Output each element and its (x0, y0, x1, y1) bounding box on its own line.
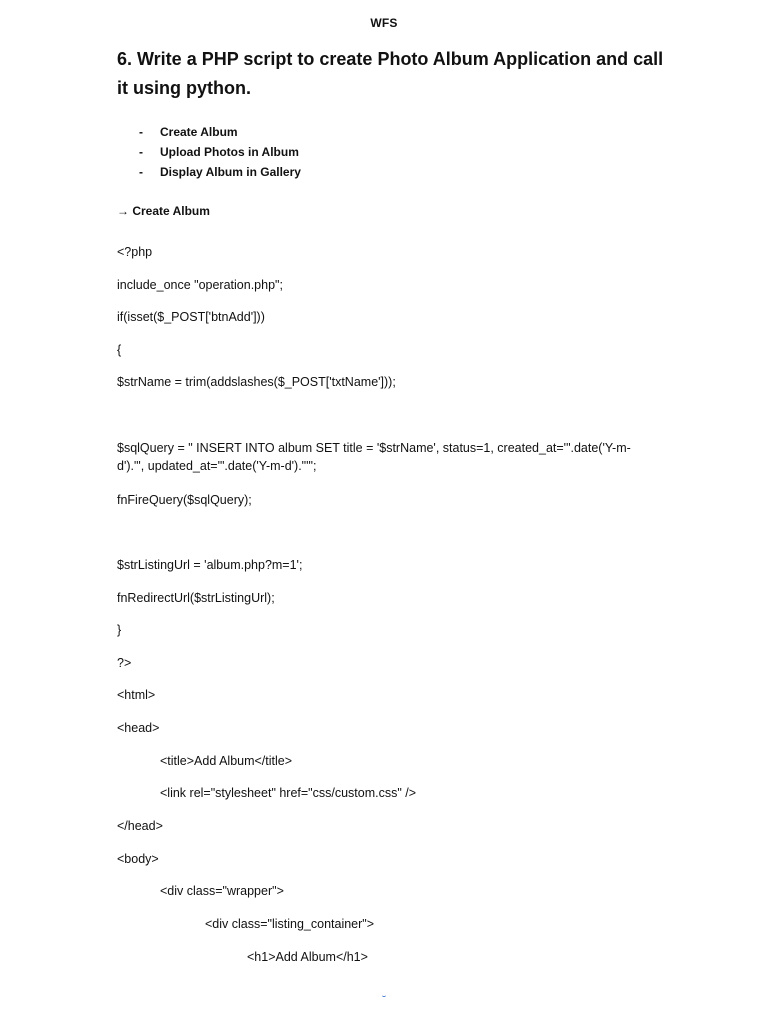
code-line: <link rel="stylesheet" href="css/custom.css" /> (160, 786, 417, 800)
code-line: $strName = trim(addslashes($_POST['txtName'])); (117, 375, 396, 389)
code-line: <html> (117, 688, 156, 702)
code-line: $sqlQuery = " INSERT INTO album SET title = '$strName', status=1, created_at='".date('Y-m-d')."', updated_at='".date('Y-m-d')."'"; (117, 441, 631, 473)
section-heading: → Create Album (117, 204, 210, 218)
list-item-label: Create Album (160, 125, 238, 139)
code-line: ?> (117, 656, 132, 670)
list-item (139, 162, 301, 182)
bullet-dash: - (139, 165, 143, 179)
page-header: WFS (370, 16, 398, 30)
code-line: <body> (117, 852, 159, 866)
code-line: <div class="listing_container"> (205, 917, 375, 931)
code-line: { (117, 343, 122, 357)
page-mark-decoration (382, 993, 386, 997)
code-line: } (117, 623, 122, 637)
code-line: </head> (117, 819, 163, 833)
list-item (139, 122, 301, 142)
task-list (139, 122, 301, 182)
list-item-label: Upload Photos in Album (160, 145, 299, 159)
code-line: if(isset($_POST['btnAdd'])) (117, 310, 265, 324)
list-item-label: Display Album in Gallery (160, 165, 301, 179)
code-line: fnFireQuery($sqlQuery); (117, 493, 252, 507)
code-line: $strListingUrl = 'album.php?m=1'; (117, 558, 303, 572)
code-line: <head> (117, 721, 160, 735)
question-title: 6. Write a PHP script to create Photo Album Application and call it using python. (117, 49, 664, 98)
code-line: <title>Add Album</title> (160, 754, 293, 768)
bullet-dash: - (139, 125, 143, 139)
code-line: <?php (117, 245, 153, 259)
code-line: fnRedirectUrl($strListingUrl); (117, 591, 275, 605)
list-item (139, 142, 301, 162)
code-line: <h1>Add Album</h1> (247, 950, 368, 964)
bullet-dash: - (139, 145, 143, 159)
code-line: include_once "operation.php"; (117, 278, 283, 292)
code-line: <div class="wrapper"> (160, 884, 284, 898)
